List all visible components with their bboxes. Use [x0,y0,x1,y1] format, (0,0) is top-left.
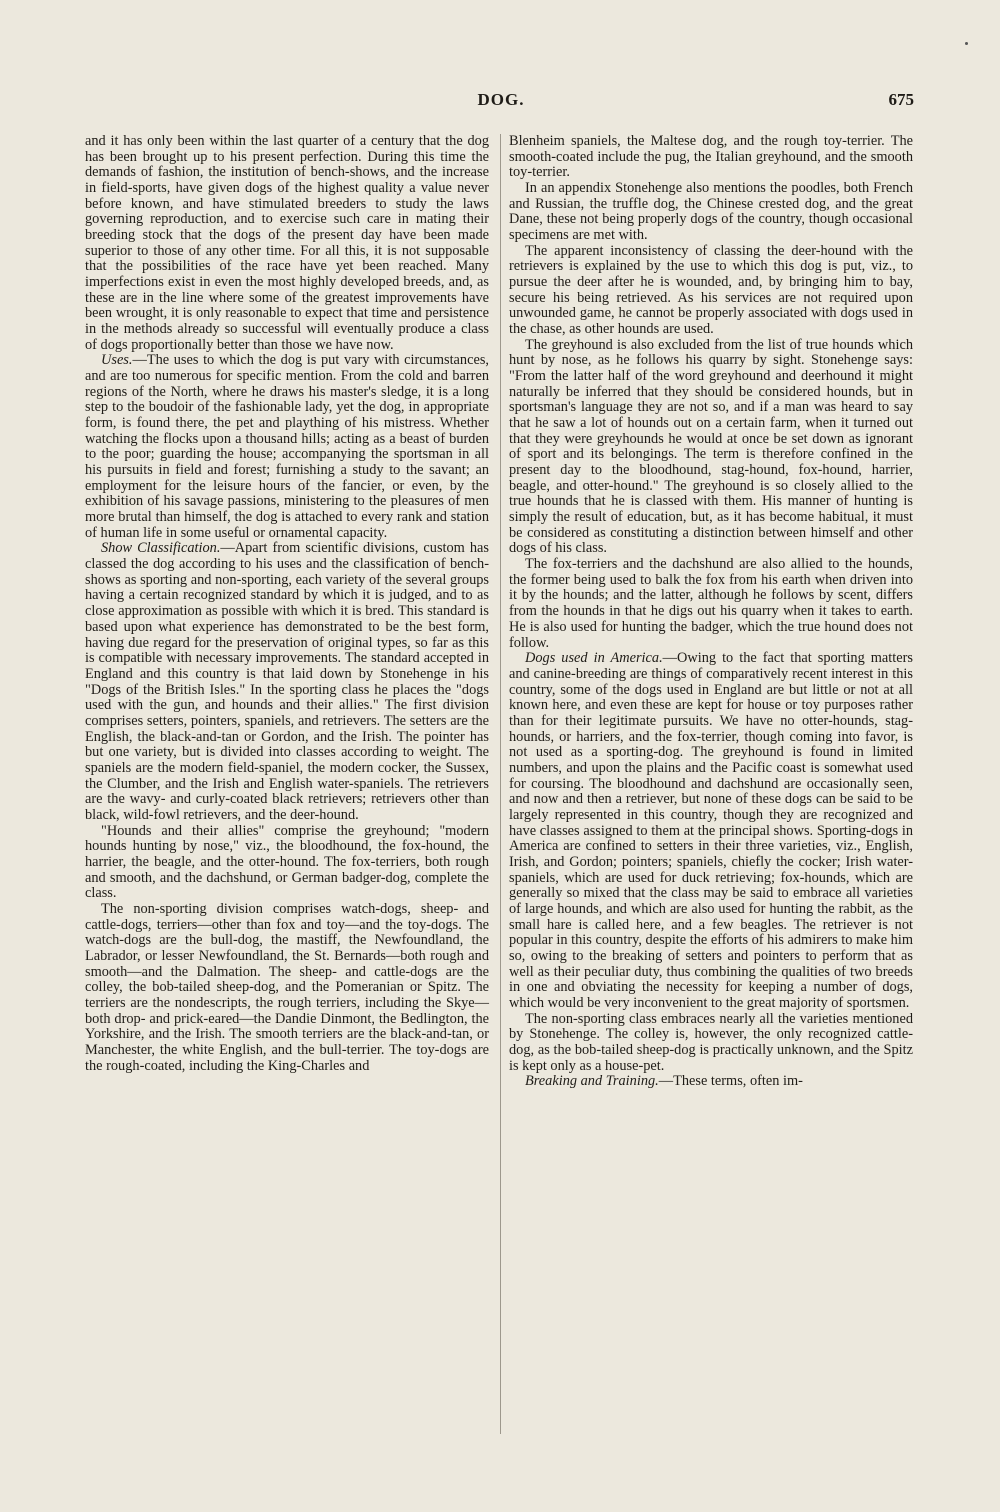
paragraph-text: —Apart from scientific divisions, custom has classed the dog according to his uses and the classification of bench-shows as sporting and non-sporting, each variety of the several groups having a certain recognized standard by which it is judged, and to as close approximation as possible with which it is bred. This standard is based upon what experience has demonstrated to be the best form, having due regard for the preservation of original types, so far as this is compatible with necessary improvements. The standard accepted in England and this country is that laid down by Stonehenge in his "Dogs of the British Isles." In the sporting class he places the "dogs used with the gun, and hounds and their allies." The first division comprises setters, pointers, spaniels, and retrievers. The setters are the English, the black-and-tan or Gordon, and the Irish. The pointer has but one variety, but is divided into classes according to weight. The spaniels are the modern field-spaniel, the modern cocker, the Sussex, the Clumber, and the Irish and English water-spaniels. The retrievers are the wavy- and curly-coated black retrievers; retrievers other than black, wild-fowl retrievers, and the deer-hound. [85,540,489,823]
paragraph [509,1074,913,1090]
right-column [509,134,913,1090]
paragraph-text: —The uses to which the dog is put vary with circumstances, and are too numerous for specific mention. From the cold and barren regions of the North, where he draws his master's sledge, it is a long step to the boudoir of the fashionable lady, yet the dog, in appropriate form, is found there, the pet and plaything of his mistress. Whether watching the flocks upon a thousand hills; acting as a beast of burden to the poor; guarding the house; accompanying the sportsman in all his pursuits in field and forest; furnishing a study to the savant; an employment for the leisure hours of the fancier, or even, by the exhibition of his savage passions, ministering to the pleasures of men more brutal than himself, the dog is attached to every rank and station of human life in some useful or ornamental capacity. [85,352,489,541]
paragraph-text: —Owing to the fact that sporting matters and canine-breeding are things of comparatively recent interest in this country, some of the dogs used in England are but little or not at all known here, and even these are kept for house or toy purposes rather than for their legitimate pursuits. We have no otter-hounds, stag-hounds, or harriers, and the fox-terrier, though coming into favor, is not used as a sporting-dog. The greyhound is found in limited numbers, and upon the plains and the Pacific coast is somewhat used for coursing. The bloodhound and dachshund are occasionally seen, and now and then a retriever, but none of these dogs can be said to be largely represented in this country, though they are recognized and have classes assigned to them at the principal shows. Sporting-dogs in America are confined to setters in their three varieties, viz., English, Irish, and Gordon; pointers; spaniels, chiefly the cocker; Irish water-spaniels, which are used for duck retrieving; fox-hounds, which are generally so mixed that the class may be said to embrace all varieties of large hounds, and which are also used for hunting the rabbit, as the small hare is called here, and a few beagles. The retriever is not popular in this country, despite the efforts of his admirers to make him so, owing to the breaking of setters and pointers to perform that as well as their peculiar duty, thus combining the qualities of two breeds in one and obviating the necessity for keeping a number of dogs, which would be very inconvenient to the great majority of sportsmen. [509,650,913,1011]
paragraph: The fox-terriers and the dachshund are also allied to the hounds, the former being used to balk the fox from his earth when driven into it by the hounds; and the latter, although he follows by scent, differs from the hounds in that he digs out his quarry when it takes to earth. He is also used for hunting the badger, which the true hound does not follow. [509,556,913,651]
section-heading: Uses. [101,352,133,369]
paragraph: "Hounds and their allies" comprise the greyhound; "modern hounds hunting by nose," viz., the bloodhound, the fox-hound, the harrier, the beagle, and the otter-hound. The fox-terriers, both rough and smooth, and the dachshund, or German badger-dog, complete the class. [85,822,489,902]
page-number: 675 [888,90,914,109]
paper-speck [965,42,968,45]
paragraph [85,353,489,541]
paragraph: The non-sporting division comprises watch-dogs, sheep- and cattle-dogs, terriers—other than fox and toy—and the toy-dogs. The watch-dogs are the bull-dog, the mastiff, the Newfoundland, the Labrador, or lesser Newfoundland, the St. Bernards—both rough and smooth—and the Dalmation. The sheep- and cattle-dogs are the colley, the bob-tailed sheep-dog, and the Pomeranian or Spitz. The terriers are the nondescripts, the rough terriers, including the Skye—both drop- and prick-eared—the Dandie Dinmont, the Bedlington, the Yorkshire, and the Irish. The smooth terriers are the black-and-tan, or Manchester, the white English, and the bull-terrier. The toy-dogs are the rough-coated, including the King-Charles and [85,900,489,1074]
page-header [88,90,914,116]
paragraph: In an appendix Stonehenge also mentions the poodles, both French and Russian, the truffle dog, the Chinese crested dog, and the great Dane, these not being properly dogs of the country, though occasional specimens are met with. [509,180,913,244]
section-heading: Show Classification. [101,540,221,557]
paragraph: The apparent inconsistency of classing the deer-hound with the retrievers is explained by the use to which this dog is put, viz., to pursue the deer after he is wounded, and, by bringing him to bay, secure his being retrieved. As his services are not required upon unwounded game, he cannot be properly associated with dogs used in the chase, as other hounds are used. [509,242,913,338]
paragraph: Blenheim spaniels, the Maltese dog, and the rough toy-terrier. The smooth-coated include the pug, the Italian greyhound, and the smooth toy-terrier. [509,133,913,181]
running-head: DOG. [477,90,525,109]
paragraph: The greyhound is also excluded from the list of true hounds which hunt by nose, as he follows his quarry by sight. Stonehenge says: "From the latter half of the word greyhound and deerhound it might naturally be inferred that they should be considered hounds, but in sportsman's language they are not so, and if a man was heard to say that he saw a lot of hounds out on a certain farm, when it turned out that they were greyhounds he would at once be set down as ignorant of sport and its belongings. The term is therefore confined in the present day to the bloodhound, stag-hound, fox-hound, harrier, beagle, and otter-hound." The greyhound is so closely allied to the true hounds that he is classed with them. His manner of hunting is simply the result of education, but, as it has become habitual, it must be considered as constituting a distinction between himself and other dogs of his class. [509,336,913,557]
paragraph: The non-sporting class embraces nearly all the varieties mentioned by Stonehenge. The colley is, however, the only recognized cattle-dog, as the bob-tailed sheep-dog is practically unknown, and the Spitz is kept only as a house-pet. [509,1010,913,1074]
paragraph: and it has only been within the last quarter of a century that the dog has been brought up to his present perfection. During this time the demands of fashion, the institution of bench-shows, and the increase in field-sports, have given dogs of the highest quality a value never before known, and have stimulated breeders to study the laws governing reproduction, and to exercise such care in mating their breeding stock that the dogs of the present day have been made superior to those of any other time. For all this, it is not supposable that the possibilities of the race have yet been reached. Many imperfections exist in even the most highly developed breeds, and, as these are in the line where some of the greatest improvements have been wrought, it is only reasonable to expect that time and persistence in the methods already so successful will eventually produce a class of dogs proportionally better than those we have now. [85,133,489,353]
section-heading: Breaking and Training. [525,1073,659,1090]
paragraph-text: —These terms, often im- [658,1073,803,1090]
paragraph [85,541,489,823]
section-heading: Dogs used in America. [525,650,663,667]
column-rule [500,134,501,1434]
paragraph [509,651,913,1011]
left-column [85,134,489,1074]
